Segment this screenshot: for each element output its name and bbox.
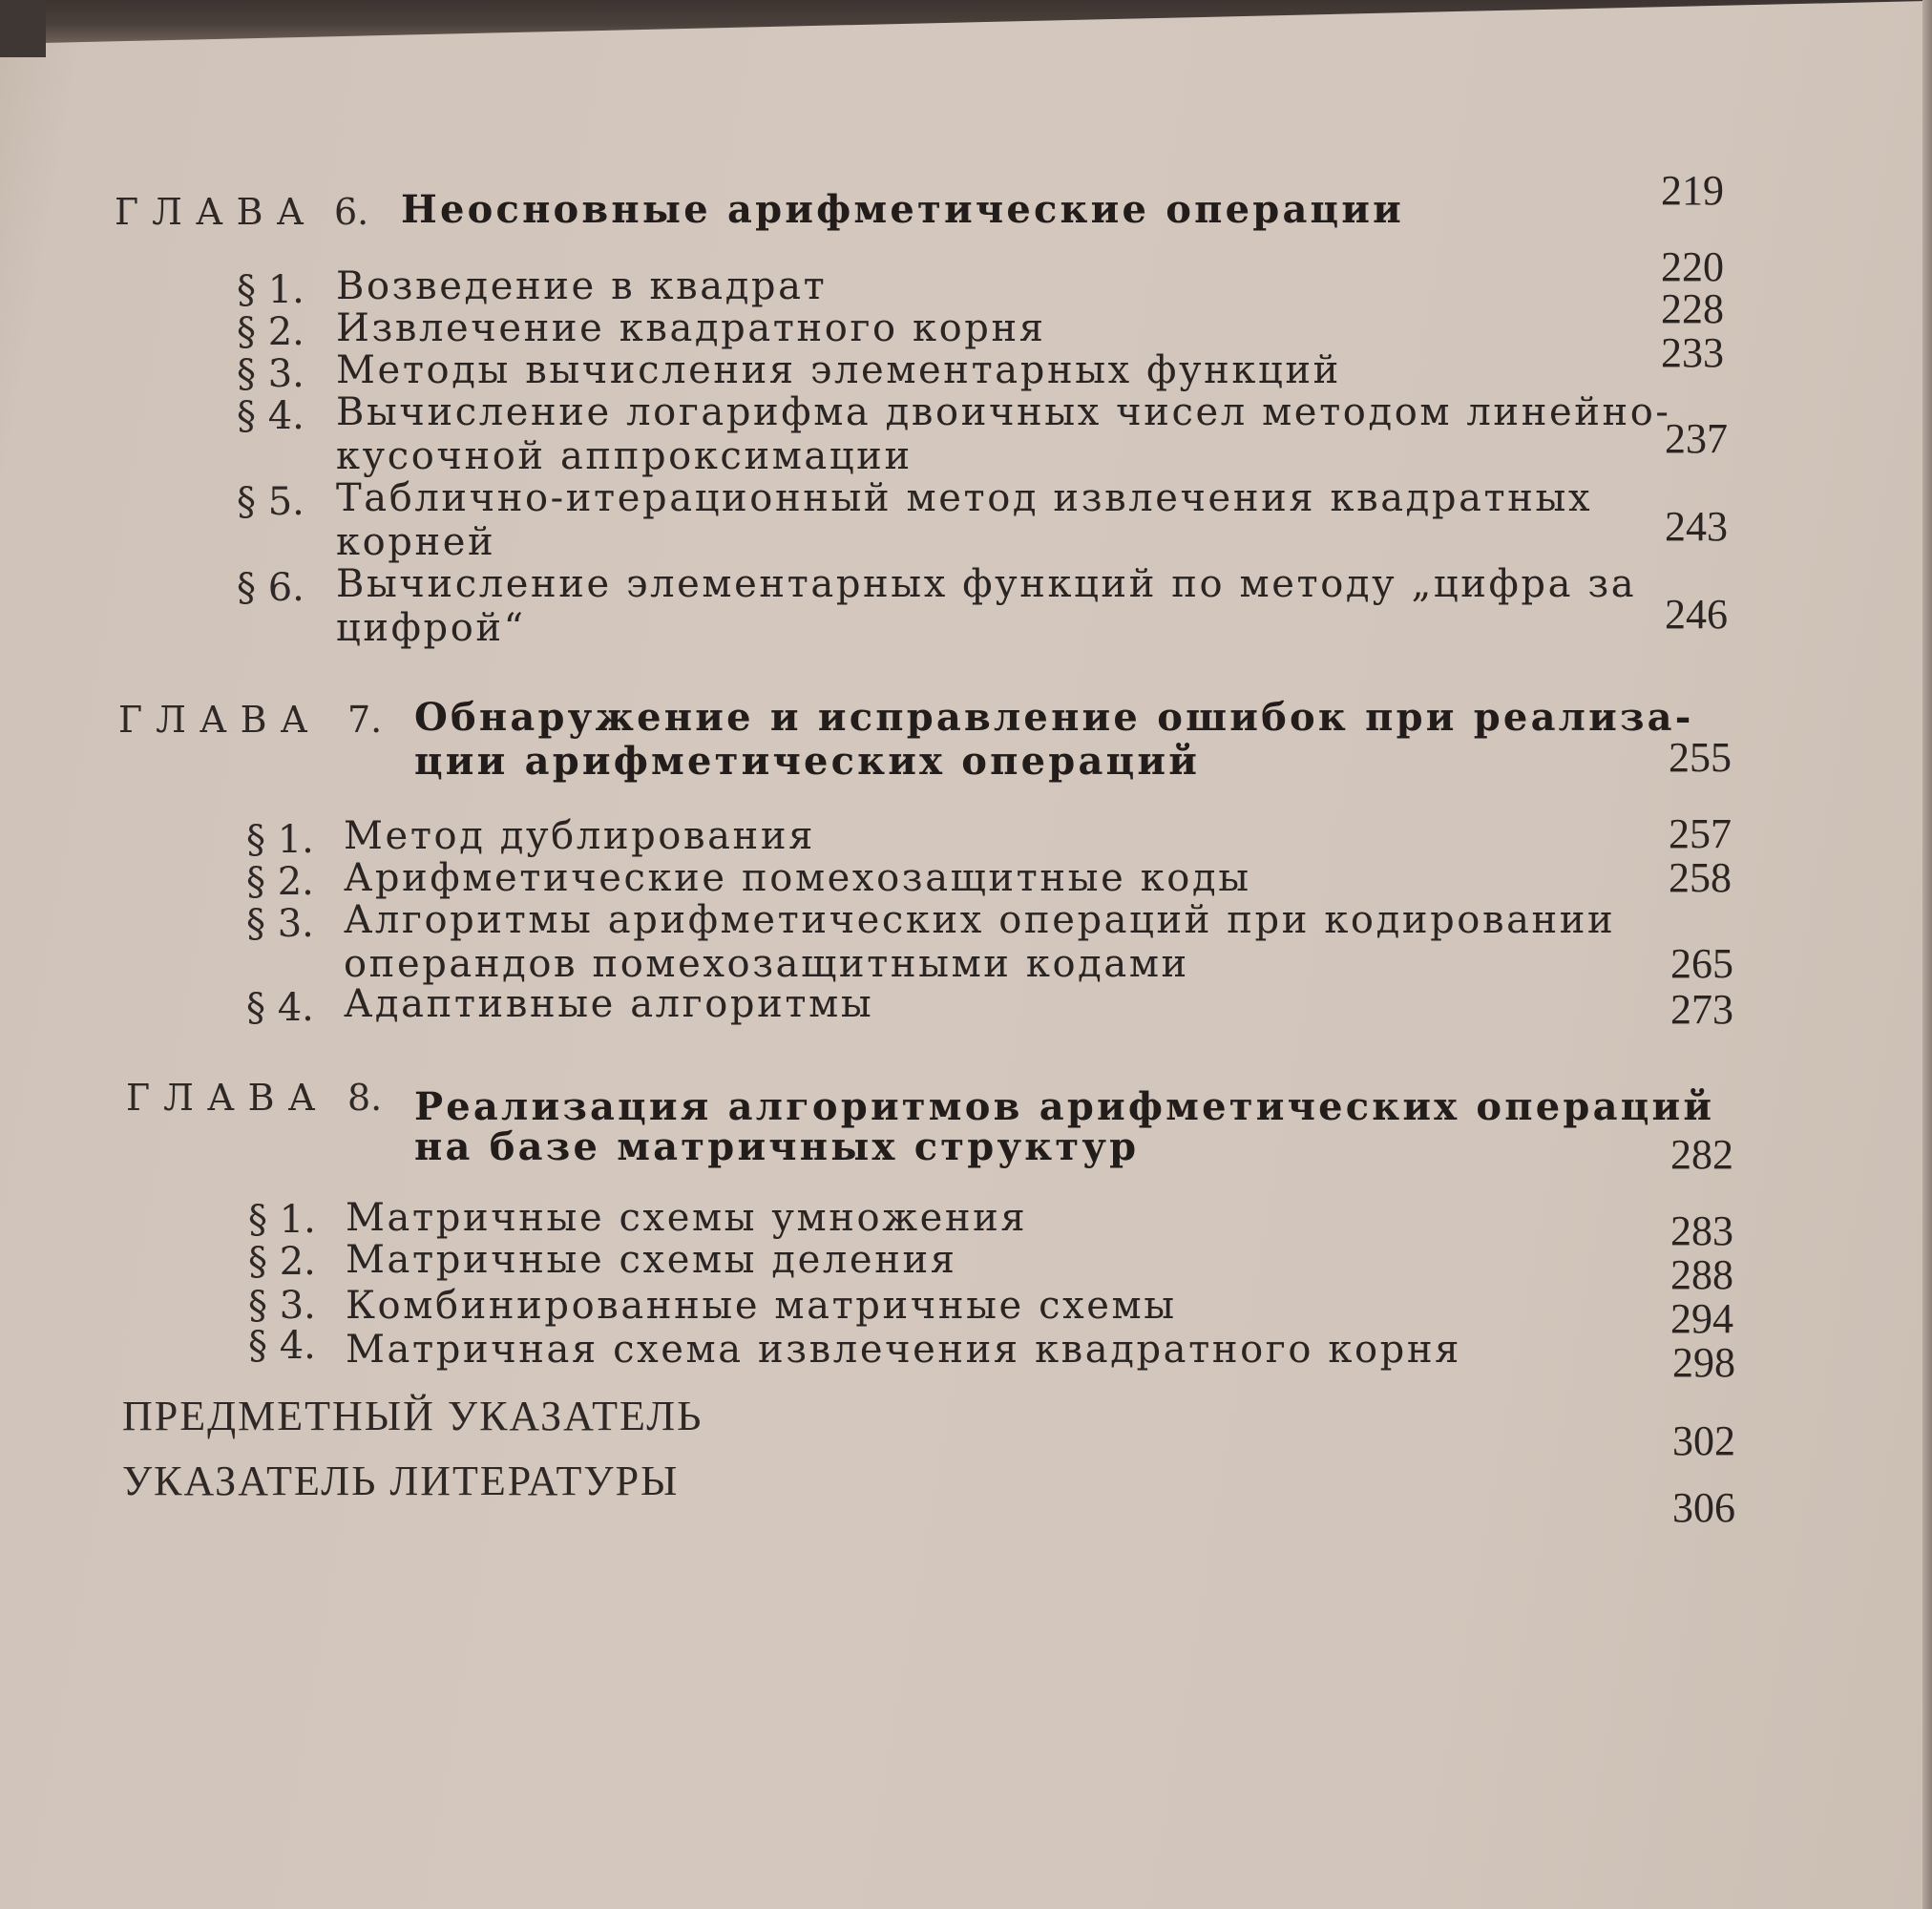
chapter-page-number: 255: [1669, 734, 1732, 781]
section-title: Извлечение квадратного корня: [336, 306, 1046, 350]
chapter-title-line-2: на базе матричных структур: [414, 1124, 1140, 1169]
chapter-title-line-1: Реализация алгоритмов арифметических операций: [414, 1084, 1715, 1129]
section-page-number: 237: [1665, 415, 1728, 462]
section-mark: § 4.: [246, 986, 314, 1030]
facing-page-corner: [0, 0, 46, 57]
section-title-line-2: кусочной аппроксимации: [336, 434, 913, 478]
section-mark: § 4.: [237, 394, 304, 438]
section-mark: § 6.: [237, 566, 304, 610]
section-page-number: 228: [1661, 285, 1724, 332]
references-index-label: УКАЗАТЕЛЬ ЛИТЕРАТУРЫ: [122, 1458, 680, 1504]
section-page-number: 243: [1665, 503, 1728, 550]
section-mark: § 4.: [248, 1324, 316, 1368]
chapter-label: ГЛАВА: [115, 191, 318, 233]
section-mark: § 3.: [237, 352, 304, 396]
chapter-label: ГЛАВА: [126, 1077, 329, 1119]
section-title: Матричные схемы деления: [346, 1238, 957, 1282]
section-mark: § 2.: [248, 1240, 316, 1284]
chapter-title-line-1: Обнаружение и исправление ошибок при реализа-: [414, 695, 1694, 740]
section-page-number: 294: [1670, 1295, 1733, 1342]
section-title: Матричная схема извлечения квадратного корня: [346, 1328, 1461, 1372]
section-mark: § 2.: [237, 310, 304, 354]
section-title-line-1: Вычисление логарифма двоичных чисел методом линейно-: [336, 390, 1671, 434]
section-page-number: 265: [1670, 940, 1733, 987]
section-page-number: 220: [1661, 243, 1724, 290]
chapter-title: Неосновные арифметические операции: [401, 187, 1405, 232]
section-page-number: 257: [1669, 810, 1732, 857]
chapter-number: 7.: [347, 699, 383, 741]
section-title: Методы вычисления элементарных функций: [336, 348, 1341, 392]
section-title: Метод дублирования: [344, 814, 815, 858]
chapter-page-number: 219: [1661, 167, 1724, 214]
section-page-number: 288: [1670, 1251, 1733, 1298]
section-mark: § 1.: [246, 818, 314, 862]
chapter-number: 8.: [347, 1077, 383, 1119]
facing-page-edge: [0, 0, 1932, 44]
section-title-line-1: Вычисление элементарных функций по методу „цифра за: [336, 562, 1637, 606]
page-right-edge: [1922, 0, 1932, 1909]
section-page-number: 283: [1670, 1207, 1733, 1254]
subject-index-page-number: 302: [1672, 1417, 1735, 1464]
section-title-line-1: Таблично-итерационный метод извлечения квадратных: [336, 476, 1593, 520]
section-title: Адаптивные алгоритмы: [344, 982, 874, 1026]
chapter-number: 6.: [334, 191, 369, 233]
chapter-page-number: 282: [1670, 1131, 1733, 1178]
section-title: Арифметические помехозащитные коды: [344, 856, 1251, 900]
section-title-line-2: операндов помехозащитными кодами: [344, 942, 1189, 986]
section-mark: § 3.: [248, 1284, 316, 1328]
section-mark: § 2.: [246, 860, 314, 904]
section-page-number: 258: [1669, 854, 1732, 901]
section-title-line-2: корней: [336, 520, 496, 564]
section-title-line-2: цифрой“: [336, 606, 526, 650]
section-page-number: 246: [1665, 591, 1728, 638]
subject-index-label: ПРЕДМЕТНЫЙ УКАЗАТЕЛЬ: [122, 1393, 704, 1439]
chapter-title-line-2: ции арифметических операций: [414, 739, 1201, 784]
references-index-page-number: 306: [1672, 1484, 1735, 1531]
section-title-line-1: Алгоритмы арифметических операций при кодировании: [344, 898, 1616, 942]
section-mark: § 5.: [237, 480, 304, 524]
section-mark: § 1.: [237, 268, 304, 312]
section-page-number: 233: [1661, 329, 1724, 376]
section-page-number: 298: [1672, 1339, 1735, 1386]
section-title: Матричные схемы умножения: [346, 1196, 1028, 1240]
section-page-number: 273: [1670, 986, 1733, 1033]
section-title: Комбинированные матричные схемы: [346, 1284, 1177, 1328]
chapter-label: ГЛАВА: [118, 699, 322, 741]
section-title: Возведение в квадрат: [336, 264, 828, 308]
section-mark: § 1.: [248, 1198, 316, 1242]
section-mark: § 3.: [246, 902, 314, 946]
